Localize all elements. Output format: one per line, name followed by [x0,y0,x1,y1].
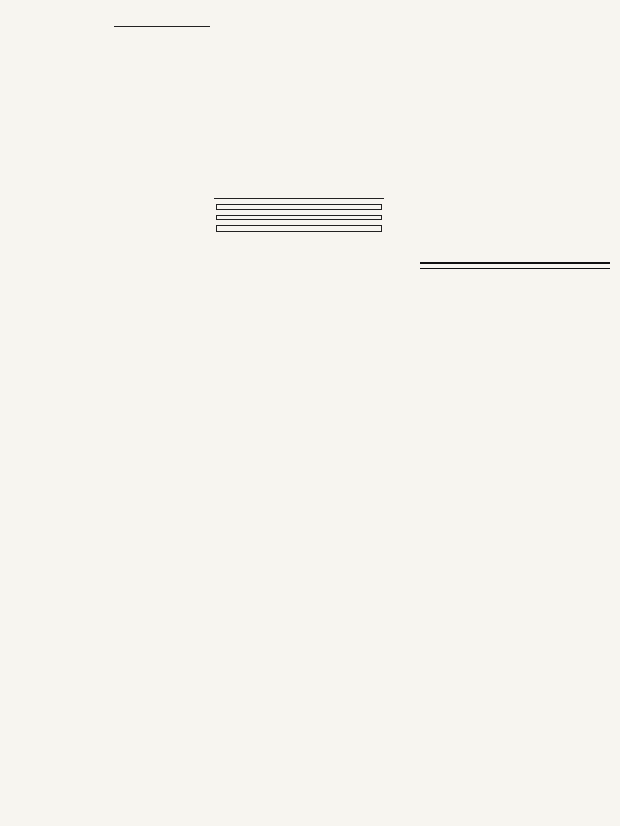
ads-list [486,22,614,254]
section-title-bolsa [420,262,610,269]
crossword-grid [231,40,377,190]
crossword [219,28,379,194]
column-5 [486,22,614,822]
column-2 [114,22,210,822]
venta-ad [216,215,382,220]
parquet-ad [216,204,382,210]
column-4 [386,22,482,822]
oracion-ad [216,225,382,232]
divider [114,26,210,27]
column-1 [8,22,108,822]
divider [214,198,384,199]
column-3 [214,22,384,822]
spacer [386,22,482,48]
